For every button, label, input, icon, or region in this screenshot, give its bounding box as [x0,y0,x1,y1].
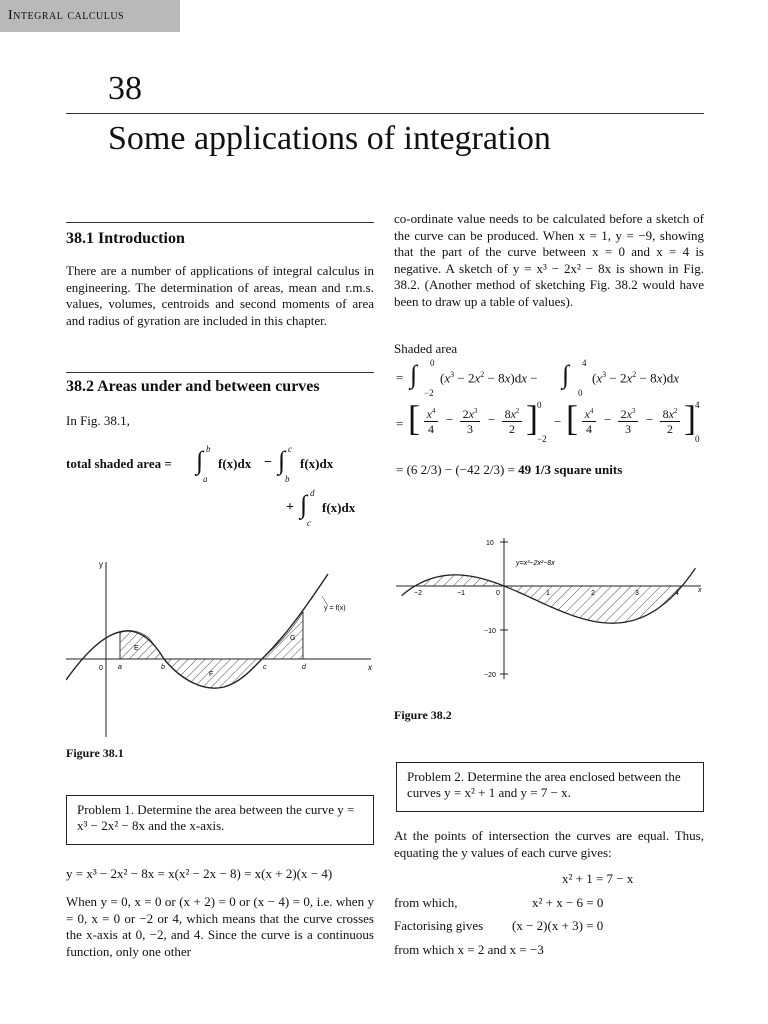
x-tick: 3 [635,590,639,597]
x-tick: −2 [414,590,422,597]
integrand: f(x)dx [322,500,356,515]
y-tick: −10 [484,628,496,635]
figure-38-1 [66,552,376,742]
figure-38-2 [396,534,708,684]
figure-caption-38-1: Figure 38.1 [66,746,124,760]
svg-text:b: b [161,664,165,671]
shaded-area-result: = (6 2/3) − (−42 2/3) = 49 1/3 square units [396,462,623,477]
shaded-area-evaluated: = [ $x^4$ 4 − $2x^3$ 3 − $8x^2$ 2 ] 0 −2 − [ $x^4$ 4 − $2x^3$ 3 − $8x^2$ 2 ] 4 0 [396,398,700,444]
from-which-label: from which, [394,895,458,910]
problem-2-box [396,762,704,812]
equation-1: x² + 1 = 7 − x [562,871,634,886]
curve-label: y = f(x) [324,605,346,612]
sketch-paragraph: co-ordinate value needs to be calculated before a sketch of the curve can be produced. When x = 1, y = −9, showing that the part of the curve between x = 0 and x = 4 is negative. A sketch of y = x³ − 2x² − 8x is shown in Fig. 38.2. (Another method of sketching Fig. 38.2 would have been to draw up a table of values). [394,211,704,309]
x-tick: 2 [591,590,595,597]
total-area-formula: total shaded area = ∫ b a f(x)dx − ∫ c b f(x)dx [66,444,334,484]
figure-caption-38-2: Figure 38.2 [394,708,452,722]
x-tick: 4 [675,590,679,597]
chapter-title: Some applications of integration [108,120,551,157]
chapter-number: 38 [108,70,142,107]
section-rule [66,372,374,373]
roots-line: from which x = 2 and x = −3 [394,942,544,957]
equation-2: x² + x − 6 = 0 [532,895,604,910]
x-tick: −1 [457,590,465,597]
integral-sign: ∫ [300,490,308,519]
svg-text:d: d [302,664,306,671]
integrand: f(x)dx [218,456,252,471]
x-label: x [368,663,372,672]
problem-1-box [66,795,374,845]
fig-ref-text: In Fig. 38.1, [66,413,130,428]
factorising-label: Factorising gives [394,918,484,933]
problem-1-text: Problem 1. Determine the area between the curve y = x³ − 2x² − 8x and the x-axis. [77,802,355,833]
section-rule [66,222,374,223]
intersection-paragraph: At the points of intersection the curves are equal. Thus, equating the y values of each curve gives: [394,828,704,860]
curve-label: y=x³−2x²−8x [516,560,555,567]
integrand: f(x)dx [300,456,334,471]
answer-1: 49 1/3 square units [518,462,623,477]
running-header: Integral calculus [0,0,180,32]
section-heading-intro: 38.1 Introduction [66,230,185,247]
intro-paragraph: There are a number of applications of integral calculus in engineering. The determination of areas, mean and r.m.s. values, volumes, centroids and second moments of area and radius of gyration are included in this chapter. [66,263,374,328]
y-label: y [99,560,103,569]
y-tick: 0 [496,590,500,597]
total-area-formula-cont: + ∫ d c f(x)dx [286,488,356,528]
y-tick: 10 [486,540,494,547]
factorisation-line: y = x³ − 2x² − 8x = x(x² − 2x − 8) = x(x + 2)(x − 4) [66,866,333,881]
origin-label: 0 [99,665,103,672]
svg-text:G: G [290,635,296,642]
chapter-rule [66,113,704,114]
equation-3: (x − 2)(x + 3) = 0 [512,918,604,933]
x-tick: 1 [546,590,550,597]
svg-text:E: E [134,645,139,652]
formula-label: total shaded area = [66,456,172,471]
roots-paragraph: When y = 0, x = 0 or (x + 2) = 0 or (x − 4) = 0, i.e. when y = 0, x = 0 or −2 or 4, which means that the curve crosses the x-axis at 0, −2, and 4. Since the curve is a continuous function, only one other [66,894,374,959]
integral-sign: ∫ [196,446,204,475]
shaded-region [415,575,504,586]
section-heading-areas: 38.2 Areas under and between curves [66,378,320,395]
svg-text:a: a [118,664,122,671]
y-tick: −20 [484,672,496,679]
svg-text:F: F [209,671,214,678]
x-label: x [698,587,702,594]
problem-2-text: Problem 2. Determine the area enclosed between the curves y = x² + 1 and y = 7 − x. [407,769,681,800]
shaded-area-label: Shaded area [394,341,458,356]
shaded-area-integral: = ∫ 0 −2 $(x^3 - 2x^2 - 8x)dx$ − ∫ 4 0 $(x^3 - 2x^2 - 8x)dx$ [396,358,679,398]
svg-text:c: c [263,664,267,671]
integral-sign: ∫ [278,446,286,475]
